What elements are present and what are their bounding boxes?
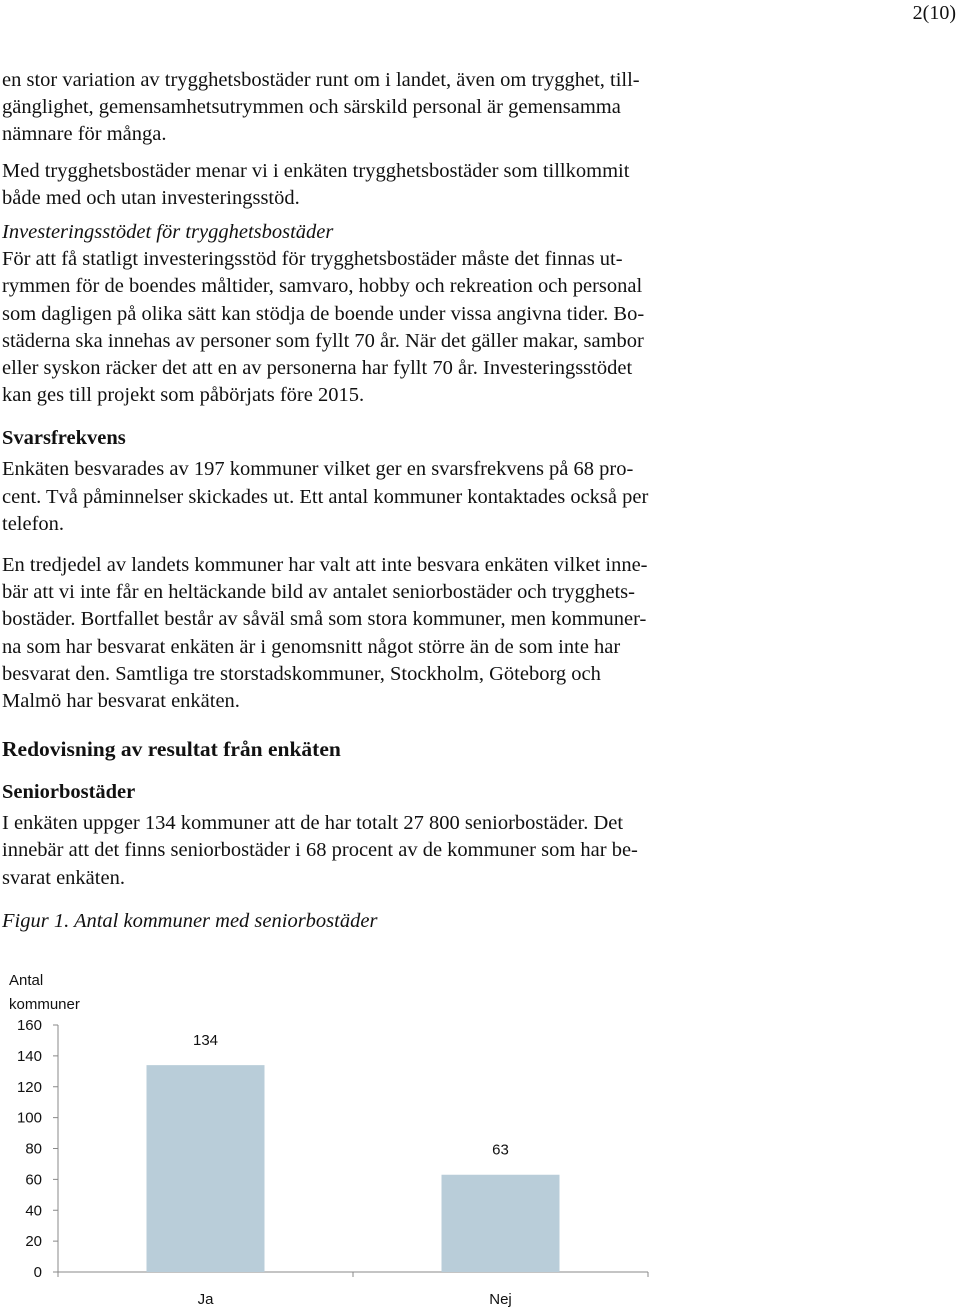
page-number: 2(10) xyxy=(912,2,956,24)
y-tick-label: 60 xyxy=(25,1171,42,1189)
results-heading: Redovisning av resultat från enkäten xyxy=(2,737,341,762)
text-line: besvarat den. Samtliga tre storstadskommuner, Stockholm, Göteborg och xyxy=(2,662,601,685)
results-paragraph xyxy=(2,810,747,892)
figure-caption: Figur 1. Antal kommuner med seniorbostäder xyxy=(2,909,378,932)
intro-paragraph-1 xyxy=(2,67,747,149)
invest-paragraph xyxy=(2,246,747,409)
invest-heading: Investeringsstödet för trygghetsbostäder xyxy=(2,221,334,244)
bar xyxy=(147,1065,265,1272)
text-line: nämnare för många. xyxy=(2,123,167,146)
x-tick-label: Ja xyxy=(197,1291,214,1307)
text-line: I enkäten uppger 134 kommuner att de har totalt 27 800 seniorbostäder. Det xyxy=(2,812,624,835)
y-tick-label: 160 xyxy=(16,1017,42,1034)
y-tick-label: 40 xyxy=(25,1202,42,1220)
text-line: innebär att det finns seniorbostäder i 68 procent av de kommuner som har be- xyxy=(2,839,638,862)
text-line: En tredjedel av landets kommuner har valt att inte besvara enkäten vilket inne- xyxy=(2,554,648,577)
y-tick-label: 120 xyxy=(16,1078,42,1096)
text-line: som dagligen på olika sätt kan stödja de boende under vissa angivna tider. Bo- xyxy=(2,302,645,325)
data-label: 63 xyxy=(492,1141,509,1159)
text-line: bostäder. Bortfallet består av såväl små som stora kommuner, men kommuner- xyxy=(2,608,647,631)
y-tick-label: 20 xyxy=(25,1233,42,1251)
text-line: telefon. xyxy=(2,512,65,535)
y-tick-label: 100 xyxy=(16,1109,42,1127)
svar-paragraph-2 xyxy=(2,552,747,715)
text-line: städerna ska innehas av personer som fyllt 70 år. När det gäller makar, sambor xyxy=(2,329,644,352)
text-line: svarat enkäten. xyxy=(2,866,125,889)
senior-heading: Seniorbostäder xyxy=(2,781,136,804)
text-line: Med trygghetsbostäder menar vi i enkäten trygghetsbostäder som tillkommit xyxy=(2,159,630,182)
y-tick-label: 80 xyxy=(25,1140,42,1158)
intro-paragraph-2 xyxy=(2,158,747,212)
svar-heading: Svarsfrekvens xyxy=(2,427,126,450)
data-label: 134 xyxy=(192,1032,219,1050)
y-tick-label: 140 xyxy=(16,1047,42,1065)
text-line: eller syskon räcker det att en av personerna har fyllt 70 år. Investeringsstödet xyxy=(2,357,633,380)
document-body xyxy=(2,67,747,935)
text-line: Enkäten besvarades av 197 kommuner vilket ger en svarsfrekvens på 68 pro- xyxy=(2,458,634,481)
y-axis-label: Antal xyxy=(9,972,44,989)
text-line: cent. Två påminnelser skickades ut. Ett antal kommuner kontaktades också per xyxy=(2,485,649,508)
text-line: Malmö har besvarat enkäten. xyxy=(2,690,240,713)
text-line: na som har besvarat enkäten är i genomsnitt något större än de som inte har xyxy=(2,635,621,658)
y-tick-label: 0 xyxy=(33,1264,42,1281)
text-line: en stor variation av trygghetsbostäder runt om i landet, även om trygghet, till- xyxy=(2,69,640,91)
bar-chart xyxy=(0,962,680,1307)
bar xyxy=(442,1175,560,1272)
x-tick-label: Nej xyxy=(489,1291,512,1307)
text-line: gänglighet, gemensamhetsutrymmen och särskild personal är gemensamma xyxy=(2,96,621,119)
y-axis-label: kommuner xyxy=(9,996,80,1013)
svar-paragraph-1 xyxy=(2,456,747,538)
text-line: rymmen för de boendes måltider, samvaro, hobby och rekreation och personal xyxy=(2,275,643,298)
text-line: kan ges till projekt som påbörjats före 2015. xyxy=(2,384,365,407)
text-line: både med och utan investeringsstöd. xyxy=(2,186,300,209)
text-line: bär att vi inte får en heltäckande bild av antalet seniorbostäder och trygghets- xyxy=(2,581,635,604)
text-line: För att få statligt investeringsstöd för trygghetsbostäder måste det finnas ut- xyxy=(2,248,623,271)
